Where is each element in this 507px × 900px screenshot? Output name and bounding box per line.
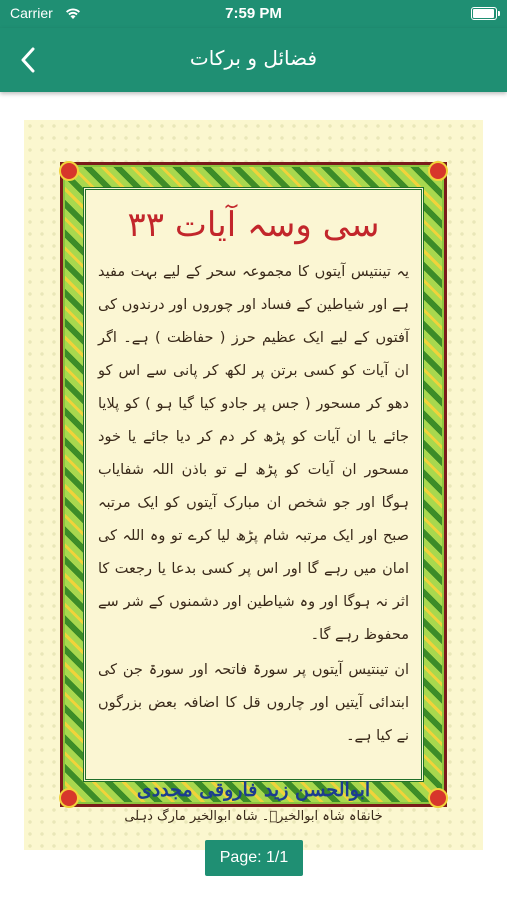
battery-icon [471,7,497,20]
carrier-label: Carrier [10,5,53,21]
flower-ornament-icon [428,788,448,808]
chevron-left-icon [20,47,36,73]
signature-place: خانقاہ شاہ ابوالخیرؒ۔ شاہ ابوالخیر مارگ دہلی [124,809,383,824]
back-button[interactable] [8,42,48,78]
signature-name: ابوالحسن زید فاروقی مجددی [136,779,371,801]
text-panel [83,187,424,824]
paragraph: یہ تینتیس آیتوں کا مجموعہ سحر کے لیے بہت مفید ہے اور شیاطین کے فساد اور چوروں اور درندوں کی آفتوں کے لیے ایک عظیم حرز ( حفاظت ) ہے۔ اگر ان آیات کو کسی برتن پر لکھ کر پانی سے اس کو دھو کر مسحور ( جس پر جادو کیا گیا ہو ) کو پلایا جائے یا ان آیات کو پڑھ کر دم کر دیا جائے یا خود مسحور ان آیات کو پڑھ لے تو باذن اللہ شفایاب ہوگا اور جو شخص ان مبارک آیتوں کو ایک مرتبہ صبح اور ایک مرتبہ شام پڑھ لیا کرے تو وہ اللہ کی امان میں رہے گا اور اس پر کسی بدعا یا رجعت کا اثر نہ ہوگا اور وہ شیاطین اور دشمنوں کے شر سے محفوظ رہے گا۔ [98,264,409,643]
clock: 7:59 PM [225,5,282,22]
flower-ornament-icon [428,161,448,181]
battery-fill [473,9,494,18]
page-title: فضائل و برکات [189,46,318,70]
navigation-bar [0,28,507,92]
decorative-border [60,162,447,824]
page-image[interactable] [24,120,483,850]
page-indicator: Page: 1/1 [205,840,303,876]
content-heading: سی وسہ آیات ۳۳ [127,205,380,245]
paragraph: ان تینتیس آیتوں پر سورۃ فاتحہ اور سورۃ جن کی ابتدائی آیتیں اور چاروں قل کا اضافہ بعض بزرگوں نے کیا ہے۔ [98,662,409,744]
text-block [98,200,409,824]
status-bar [0,0,507,28]
flower-ornament-icon [59,161,79,181]
flower-ornament-icon [59,788,79,808]
